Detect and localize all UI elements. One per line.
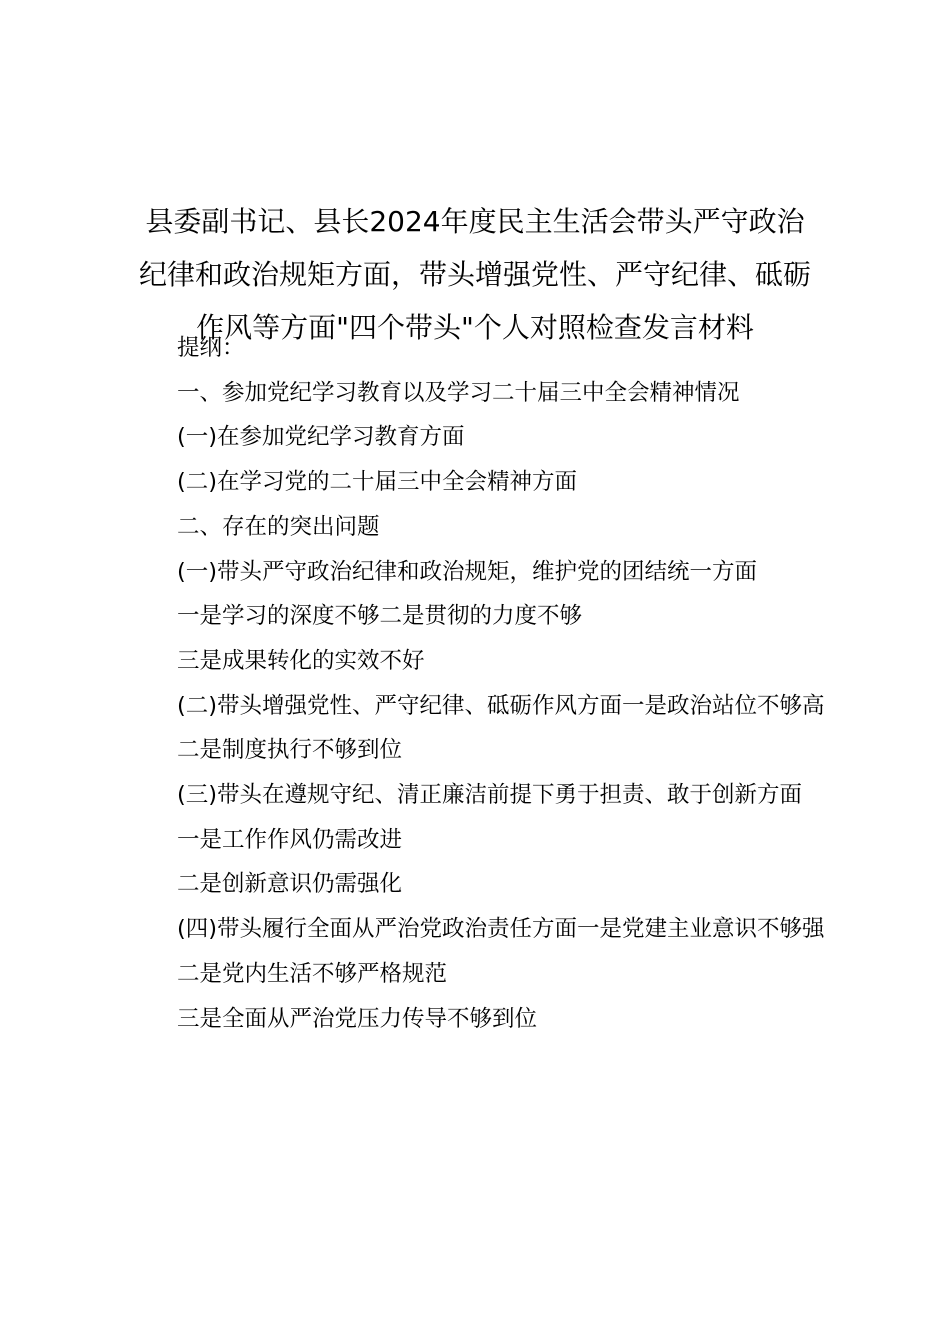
document-body — [126, 326, 826, 1041]
subsection-1-1: (一)在参加党纪学习教育方面 — [177, 424, 465, 451]
title-line-2: 纪律和政治规矩方面，带头增强党性、严守纪律、砥砺 — [138, 257, 811, 291]
section-heading-2: 二、存在的突出问题 — [177, 513, 380, 540]
outline-item: 二是党内生活不够严格规范 — [177, 960, 448, 987]
subsection-2-4: (四)带头履行全面从严治党政治责任方面一是党建主业意识不够强 — [177, 916, 825, 943]
outline-item: 二是创新意识仍需强化 — [177, 871, 403, 898]
subsection-2-1: (一)带头严守政治纪律和政治规矩，维护党的团结统一方面 — [177, 558, 758, 585]
outline-item: 一是学习的深度不够二是贯彻的力度不够 — [177, 603, 583, 630]
outline-item: 三是全面从严治党压力传导不够到位 — [177, 1005, 538, 1032]
title-line-1: 县委副书记、县长2024年度民主生活会带头严守政治 — [145, 204, 805, 238]
title-line-3: 作风等方面"四个带头"个人对照检查发言材料 — [196, 310, 754, 344]
outline-heading: 提纲： — [177, 335, 245, 361]
section-heading-1: 一、参加党纪学习教育以及学习二十届三中全会精神情况 — [177, 379, 740, 406]
outline-item: 一是工作作风仍需改进 — [177, 826, 403, 853]
subsection-2-3: (三)带头在遵规守纪、清正廉洁前提下勇于担责、敢于创新方面 — [177, 782, 803, 809]
outline-item: 三是成果转化的实效不好 — [177, 647, 425, 674]
outline-item: 二是制度执行不够到位 — [177, 737, 403, 764]
subsection-2-2: (二)带头增强党性、严守纪律、砥砺作风方面一是政治站位不够高 — [177, 692, 825, 719]
subsection-1-2: (二)在学习党的二十届三中全会精神方面 — [177, 469, 578, 496]
